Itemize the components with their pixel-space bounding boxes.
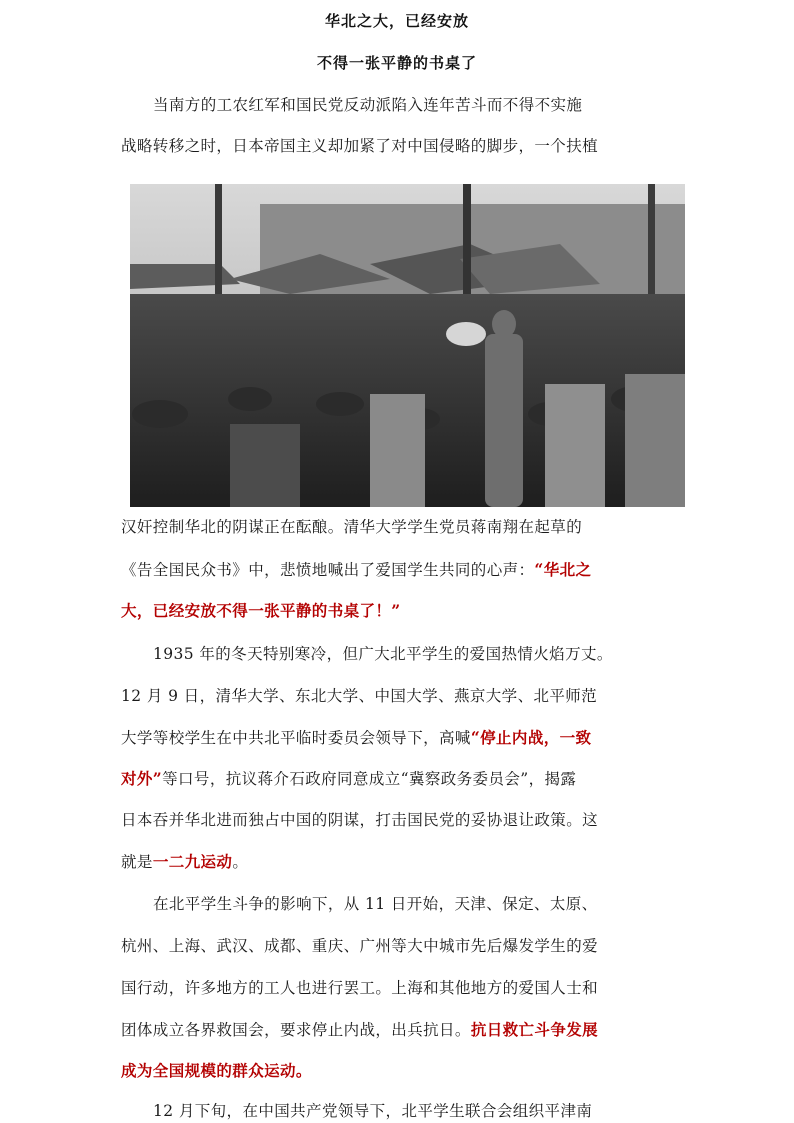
text-run: 就是 <box>121 853 153 871</box>
paragraph-line <box>121 517 681 537</box>
paragraph-line <box>121 1061 681 1081</box>
text-run: 汉奸控制华北的阴谋正在酝酿。清华大学学生党员蒋南翔在起草的 <box>121 518 583 536</box>
paragraph-line <box>153 894 681 914</box>
text-run: 日本吞并华北进而独占中国的阴谋，打击国民党的妥协退让政策。这 <box>121 811 599 829</box>
text-run: 1935 年的冬天特别寒冷，但广大北平学生的爱国热情火焰万丈。 <box>153 645 613 663</box>
text-run: 战略转移之时，日本帝国主义却加紧了对中国侵略的脚步，一个扶植 <box>121 137 599 155</box>
text-run: 在北平学生斗争的影响下，从 11 日开始，天津、保定、太原、 <box>153 895 598 913</box>
paragraph-line <box>153 95 681 115</box>
paragraph-line <box>153 644 681 664</box>
paragraph-line <box>121 560 681 580</box>
text-run: 12 月 9 日，清华大学、东北大学、中国大学、燕京大学、北平师范 <box>121 687 598 705</box>
text-run: 12 月下旬，在中国共产党领导下，北平学生联合会组织平津南 <box>153 1102 593 1120</box>
highlight-text: “停止内战，一致 <box>470 728 592 747</box>
historical-photo-student-protest-crowd <box>130 184 685 507</box>
text-run: 团体成立各界救国会，要求停止内战，出兵抗日。 <box>121 1021 471 1039</box>
text-run: 大学等校学生在中共北平临时委员会领导下，高喊 <box>121 729 471 747</box>
highlight-text: 对外” <box>121 769 163 788</box>
text-run: 杭州、上海、武汉、成都、重庆、广州等大中城市先后爆发学生的爱 <box>121 937 599 955</box>
text-run: 《告全国民众书》中，悲愤地喊出了爱国学生共同的心声： <box>121 561 535 579</box>
text-run: 当南方的工农红军和国民党反动派陷入连年苦斗而不得不实施 <box>153 96 583 114</box>
paragraph-line <box>121 728 681 748</box>
text-run: 等口号，抗议蒋介石政府同意成立“冀察政务委员会”，揭露 <box>162 770 577 788</box>
paragraph-line <box>121 936 681 956</box>
page-title-line-1: 华北之大，已经安放 <box>324 12 469 30</box>
highlight-text: 大，已经安放不得一张平静的书桌了！” <box>121 601 401 620</box>
paragraph-line <box>121 810 681 830</box>
text-run: 。 <box>232 853 249 871</box>
highlight-text: 抗日救亡斗争发展 <box>470 1020 599 1039</box>
paragraph-line <box>121 136 681 156</box>
highlight-text: “华北之 <box>534 560 592 579</box>
paragraph-line <box>121 1020 681 1040</box>
highlight-text: 成为全国规模的群众运动。 <box>121 1061 312 1080</box>
paragraph-line <box>121 852 681 872</box>
paragraph-line <box>121 978 681 998</box>
highlight-text: 一二九运动 <box>152 852 233 871</box>
paragraph-line <box>121 601 681 621</box>
page-title-line-2: 不得一张平静的书桌了 <box>316 54 477 72</box>
text-run: 国行动，许多地方的工人也进行罢工。上海和其他地方的爱国人士和 <box>121 979 599 997</box>
paragraph-line <box>121 769 681 789</box>
paragraph-line <box>121 686 681 706</box>
paragraph-line <box>153 1101 681 1121</box>
